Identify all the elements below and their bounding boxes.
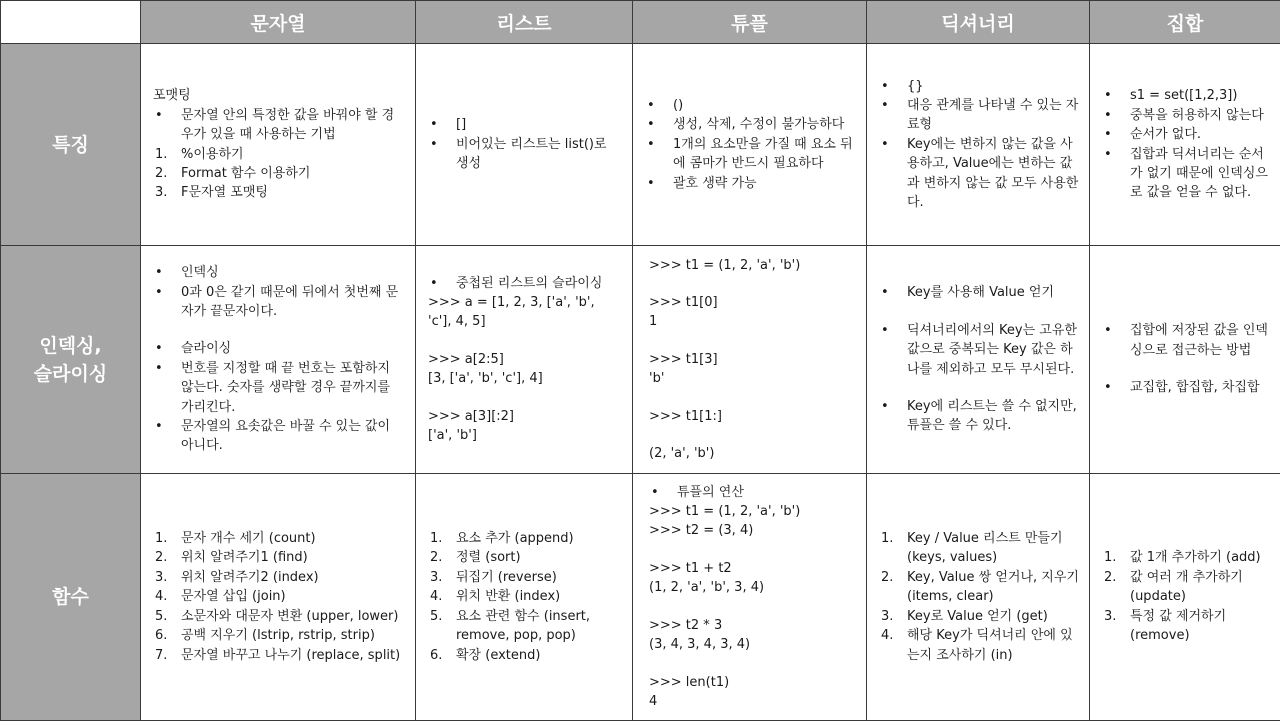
item-text: 요소 추가 (append) xyxy=(456,531,574,546)
text-line: >>> t1[3] xyxy=(649,350,856,369)
bullet-text: () xyxy=(673,98,683,113)
bullet-text: s1 = set([1,2,3]) xyxy=(1130,88,1237,103)
item-text: 위치 반환 (index) xyxy=(456,589,560,604)
bullet-item xyxy=(153,339,405,358)
cell-block xyxy=(428,529,622,665)
bullet-item xyxy=(1102,145,1270,203)
numbered-item xyxy=(1102,607,1270,646)
bullet-item xyxy=(153,417,405,456)
bullet-text: 교집합, 합집합, 차집합 xyxy=(1130,380,1260,395)
bullet-text: 1개의 요소만을 가질 때 요소 뒤에 콤마가 반드시 필요하다 xyxy=(673,137,853,171)
cell-block xyxy=(428,350,622,389)
numbered-item xyxy=(153,568,405,587)
row-header-line: 함수 xyxy=(1,583,140,611)
item-text: 문자열 바꾸고 나누기 (replace, split) xyxy=(181,648,400,663)
bullet-item xyxy=(428,135,622,174)
cell-block xyxy=(649,407,856,426)
bullet-text: {} xyxy=(907,79,924,94)
item-text: 요소 관련 함수 (insert, remove, pop, pop) xyxy=(456,609,590,643)
cell-block xyxy=(649,444,856,463)
numbered-item xyxy=(428,607,622,646)
cell-string-functions xyxy=(141,474,416,721)
bullet-item xyxy=(879,397,1079,436)
item-number: 2. xyxy=(155,164,167,183)
item-number: 7. xyxy=(155,646,167,665)
bullet-item xyxy=(1102,106,1270,125)
header-dictionary: 딕셔너리 xyxy=(867,1,1090,44)
text-line: 1 xyxy=(649,312,856,331)
numbered-item xyxy=(153,529,405,548)
row-header-features xyxy=(1,44,141,246)
bullet-item xyxy=(879,283,1079,302)
numbered-item xyxy=(153,145,405,164)
bullet-item xyxy=(879,96,1079,135)
cell-block xyxy=(649,293,856,332)
numbered-item xyxy=(879,626,1079,665)
bullet-item xyxy=(1102,125,1270,144)
cell-block xyxy=(879,529,1079,665)
bullet-text: 집합에 저장된 값을 인덱싱으로 접근하는 방법 xyxy=(1130,323,1268,357)
cell-tuple-indexing xyxy=(633,246,867,474)
item-text: 소문자와 대문자 변환 (upper, lower) xyxy=(181,609,398,624)
cell-set-functions xyxy=(1090,474,1280,721)
text-line: >>> t2 * 3 xyxy=(649,616,856,635)
numbered-item xyxy=(879,607,1079,626)
text-line: [3, ['a', 'b', 'c'], 4] xyxy=(428,369,622,388)
bullet-item xyxy=(1102,378,1270,397)
cell-block xyxy=(879,283,1079,302)
text-line: (1, 2, 'a', 'b', 3, 4) xyxy=(649,578,856,597)
corner-cell xyxy=(1,1,141,44)
item-text: 문자열 삽입 (join) xyxy=(181,589,286,604)
cell-block xyxy=(649,350,856,389)
bullet-item xyxy=(645,174,856,193)
numbered-item xyxy=(428,529,622,548)
cell-tuple-features xyxy=(633,44,867,246)
bullet-item xyxy=(428,274,622,293)
numbered-item xyxy=(153,587,405,606)
item-text: Key로 Value 얻기 (get) xyxy=(907,609,1048,624)
text-line: >>> t1 = (1, 2, 'a', 'b') xyxy=(649,256,856,275)
cell-set-features xyxy=(1090,44,1280,246)
bullet-item xyxy=(879,77,1079,96)
text-line: (2, 'a', 'b') xyxy=(649,444,856,463)
numbered-item xyxy=(428,548,622,567)
item-number: 5. xyxy=(155,607,167,626)
cell-block xyxy=(649,483,856,541)
item-number: 1. xyxy=(881,529,893,548)
item-number: 6. xyxy=(155,626,167,645)
cell-block xyxy=(645,96,856,193)
cell-block xyxy=(1102,378,1270,397)
numbered-item xyxy=(428,646,622,665)
cell-block xyxy=(649,256,856,275)
bullet-text: 중복을 허용하지 않는다 xyxy=(1130,108,1264,123)
numbered-item xyxy=(879,568,1079,607)
cell-dictionary-indexing xyxy=(867,246,1090,474)
item-number: 2. xyxy=(430,548,442,567)
item-number: 3. xyxy=(430,568,442,587)
bullet-text: 순서가 없다. xyxy=(1130,127,1201,142)
bullet-text: [] xyxy=(456,117,466,132)
item-number: 1. xyxy=(155,529,167,548)
cell-block xyxy=(649,616,856,655)
bullet-text: Key를 사용해 Value 얻기 xyxy=(907,285,1054,300)
text-line: >>> t1 = (1, 2, 'a', 'b') xyxy=(649,502,856,521)
bullet-text: 문자열 안의 특정한 값을 바꿔야 할 경우가 있을 때 사용하는 기법 xyxy=(181,108,394,142)
cell-dictionary-functions xyxy=(867,474,1090,721)
cell-set-indexing xyxy=(1090,246,1280,474)
cell-block xyxy=(879,397,1079,436)
bullet-text: 대응 관계를 나타낼 수 있는 자료형 xyxy=(907,98,1078,132)
item-number: 2. xyxy=(155,548,167,567)
cell-block xyxy=(649,559,856,598)
bullet-item xyxy=(1102,321,1270,360)
text-line: 포맷팅 xyxy=(153,86,405,105)
item-number: 1. xyxy=(155,145,167,164)
bullet-text: 집합과 딕셔너리는 순서가 없기 때문에 인덱싱으로 값을 얻을 수 없다. xyxy=(1130,147,1268,201)
cell-list-features xyxy=(416,44,633,246)
row-header-line: 인덱싱, xyxy=(1,332,140,360)
bullet-text: Key에 리스트는 쓸 수 없지만, 튜플은 쓸 수 있다. xyxy=(907,399,1077,433)
item-number: 2. xyxy=(1104,568,1116,587)
bullet-text: Key에는 변하지 않는 값을 사용하고, Value에는 변하는 값과 변하지 않는 값 모두 사용한다. xyxy=(907,137,1078,210)
item-text: 뒤집기 (reverse) xyxy=(456,570,557,585)
cell-block xyxy=(879,77,1079,213)
cell-block xyxy=(649,673,856,712)
item-text: 값 여러 개 추가하기 (update) xyxy=(1130,570,1243,604)
row-header-line: 특징 xyxy=(1,131,140,159)
cell-dictionary-features xyxy=(867,44,1090,246)
text-line: 4 xyxy=(649,692,856,711)
cell-string-features xyxy=(141,44,416,246)
bullet-item xyxy=(153,263,405,282)
bullet-text: 중첩된 리스트의 슬라이싱 xyxy=(456,276,602,291)
numbered-item xyxy=(428,587,622,606)
item-text: 확장 (extend) xyxy=(456,648,540,663)
bullet-text: 튜플의 연산 xyxy=(677,485,744,500)
bullet-text: 슬라이싱 xyxy=(181,341,231,356)
numbered-item xyxy=(1102,568,1270,607)
bullet-text: 비어있는 리스트는 list()로 생성 xyxy=(456,137,607,171)
numbered-item xyxy=(153,646,405,665)
bullet-text: 생성, 삭제, 수정이 불가능하다 xyxy=(673,117,844,132)
text-line: >>> len(t1) xyxy=(649,673,856,692)
item-number: 1. xyxy=(1104,548,1116,567)
item-number: 3. xyxy=(1104,607,1116,626)
item-text: Key, Value 쌍 얻거나, 지우기 (items, clear) xyxy=(907,570,1079,604)
header-tuple: 튜플 xyxy=(633,1,867,44)
item-number: 2. xyxy=(881,568,893,587)
cell-block xyxy=(879,321,1079,379)
numbered-item xyxy=(153,626,405,645)
cell-block xyxy=(153,339,405,455)
bullet-text: 0과 0은 같기 때문에 뒤에서 첫번째 문자가 끝문자이다. xyxy=(181,285,398,319)
cell-block xyxy=(428,274,622,332)
text-line: 'b' xyxy=(649,369,856,388)
cell-tuple-functions xyxy=(633,474,867,721)
bullet-item xyxy=(645,135,856,174)
item-number: 6. xyxy=(430,646,442,665)
bullet-text: 괄호 생략 가능 xyxy=(673,176,757,191)
numbered-item xyxy=(153,548,405,567)
cell-list-indexing xyxy=(416,246,633,474)
item-text: 문자 개수 세기 (count) xyxy=(181,531,316,546)
text-line: >>> a[3][:2] xyxy=(428,407,622,426)
numbered-item xyxy=(153,183,405,202)
bullet-item xyxy=(879,321,1079,379)
item-text: %이용하기 xyxy=(181,147,244,162)
item-number: 1. xyxy=(430,529,442,548)
item-text: 값 1개 추가하기 (add) xyxy=(1130,550,1261,565)
row-header-line: 슬라이싱 xyxy=(1,360,140,388)
row-indexing-slicing xyxy=(1,246,1280,474)
item-number: 4. xyxy=(881,626,893,645)
numbered-item xyxy=(153,164,405,183)
bullet-text: 문자열의 요솟값은 바꿀 수 있는 값이 아니다. xyxy=(181,419,390,453)
cell-block xyxy=(1102,548,1270,645)
cell-list-functions xyxy=(416,474,633,721)
item-text: 정렬 (sort) xyxy=(456,550,521,565)
bullet-item xyxy=(879,135,1079,213)
text-line: >>> a = [1, 2, 3, ['a', 'b', 'c'], 4, 5] xyxy=(428,293,622,332)
header-string: 문자열 xyxy=(141,1,416,44)
item-number: 3. xyxy=(155,183,167,202)
numbered-item xyxy=(1102,548,1270,567)
item-number: 4. xyxy=(430,587,442,606)
bullet-text: 인덱싱 xyxy=(181,265,219,280)
row-header-indexing-slicing xyxy=(1,246,141,474)
item-number: 4. xyxy=(155,587,167,606)
row-header-functions xyxy=(1,474,141,721)
cell-block xyxy=(153,263,405,321)
cell-string-indexing xyxy=(141,246,416,474)
cell-block xyxy=(428,115,622,173)
bullet-text: 딕셔너리에서의 Key는 고유한 값으로 중복되는 Key 값은 하나를 제외하고 모두 무시된다. xyxy=(907,323,1077,377)
bullet-item xyxy=(1102,86,1270,105)
bullet-item xyxy=(645,115,856,134)
numbered-item xyxy=(879,529,1079,568)
bullet-item xyxy=(153,106,405,145)
item-text: 위치 알려주기1 (find) xyxy=(181,550,308,565)
item-text: 위치 알려주기2 (index) xyxy=(181,570,319,585)
text-line: >>> a[2:5] xyxy=(428,350,622,369)
item-text: 특정 값 제거하기 (remove) xyxy=(1130,609,1226,643)
text-line: >>> t1[0] xyxy=(649,293,856,312)
bullet-item xyxy=(153,359,405,417)
numbered-item xyxy=(153,607,405,626)
text-line: >>> t1 + t2 xyxy=(649,559,856,578)
row-features xyxy=(1,44,1280,246)
cell-block xyxy=(1102,86,1270,202)
item-number: 3. xyxy=(881,607,893,626)
cell-block xyxy=(428,407,622,446)
cell-block xyxy=(153,529,405,665)
bullet-item xyxy=(645,96,856,115)
text-line: >>> t1[1:] xyxy=(649,407,856,426)
text-line: ['a', 'b'] xyxy=(428,426,622,445)
item-number: 5. xyxy=(430,607,442,626)
bullet-item xyxy=(428,115,622,134)
text-line: >>> t2 = (3, 4) xyxy=(649,521,856,540)
item-text: 해당 Key가 딕셔너리 안에 있는지 조사하기 (in) xyxy=(907,628,1073,662)
item-text: F문자열 포맷팅 xyxy=(181,185,268,200)
numbered-item xyxy=(428,568,622,587)
cell-block xyxy=(153,86,405,202)
header-list: 리스트 xyxy=(416,1,633,44)
bullet-text: 번호를 지정할 때 끝 번호는 포함하지 않는다. 숫자를 생략할 경우 끝까지를 가리킨다. xyxy=(181,361,390,415)
item-text: 공백 지우기 (lstrip, rstrip, strip) xyxy=(181,628,375,643)
header-row xyxy=(1,1,1280,44)
bullet-item xyxy=(649,483,856,502)
cell-block xyxy=(1102,321,1270,360)
item-text: Key / Value 리스트 만들기 (keys, values) xyxy=(907,531,1063,565)
text-line: (3, 4, 3, 4, 3, 4) xyxy=(649,635,856,654)
header-set: 집합 xyxy=(1090,1,1280,44)
item-number: 3. xyxy=(155,568,167,587)
bullet-item xyxy=(153,283,405,322)
row-functions xyxy=(1,474,1280,721)
item-text: Format 함수 이용하기 xyxy=(181,166,310,181)
